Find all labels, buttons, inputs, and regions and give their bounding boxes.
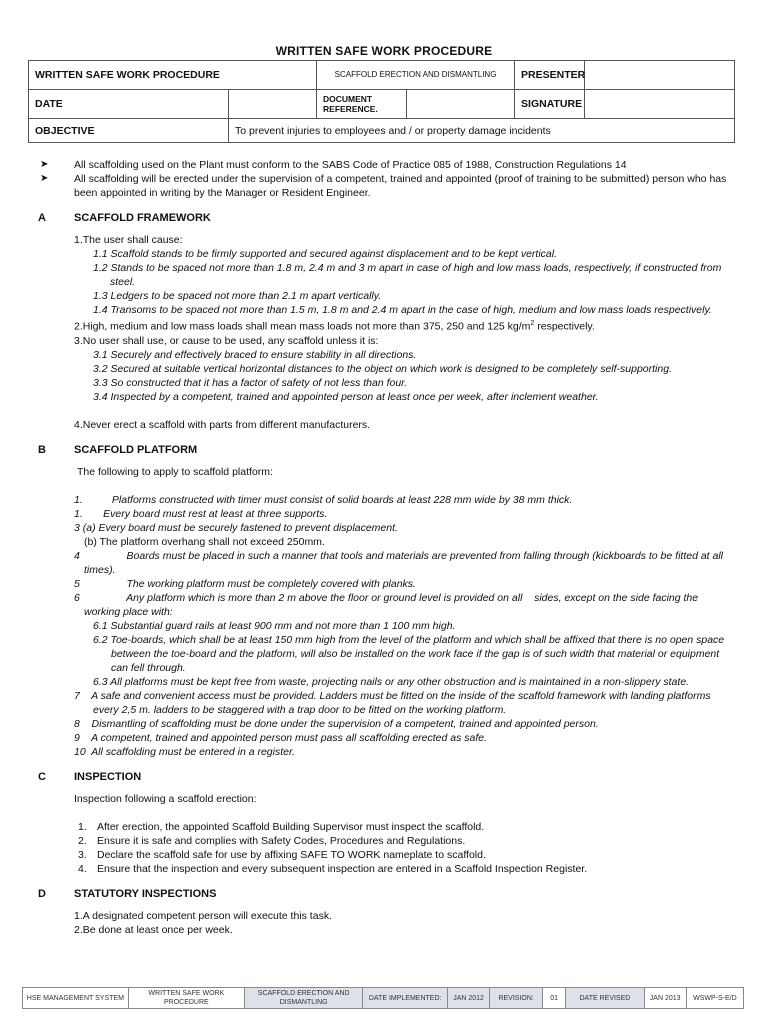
footer-date-revised: JAN 2013: [644, 988, 686, 1009]
objective-label: OBJECTIVE: [29, 119, 229, 143]
section-d-line: 2.Be done at least once per week.: [74, 923, 233, 936]
footer-date-revised-label: DATE REVISED: [566, 988, 644, 1009]
section-b-line: 9 A competent, trained and appointed person must pass all scaffolding erected as safe.: [74, 731, 488, 744]
section-b-line: (b) The platform overhang shall not exceed 250mm.: [84, 535, 325, 548]
footer-date-implemented-label: DATE IMPLEMENTED:: [363, 988, 448, 1009]
presenter-value[interactable]: [585, 61, 735, 90]
section-a-line: 3.No user shall use, or cause to be used, any scaffold unless it is:: [74, 334, 379, 347]
section-b-line: 1. Platforms constructed with timer must consist of solid boards at least 228 mm wide by 38 mm thick.: [74, 493, 573, 506]
section-a-line: 2.High, medium and low mass loads shall mean mass loads not more than 375, 250 and 125 $kg/m^2$ respectively.: [74, 320, 595, 333]
signature-value[interactable]: [585, 90, 735, 119]
section-a-line: 1.4 Transoms to be spaced not more than 1.5 m, 1.8 m and 2.4 m apart in the case of high, medium and low mass loads respectively.: [93, 304, 712, 316]
section-a-line: 4.Never erect a scaffold with parts from different manufacturers.: [74, 418, 371, 431]
date-value[interactable]: [229, 90, 317, 119]
section-a-line: 3.4 Inspected by a competent, trained and appointed person at least once per week, after inclement weather.: [93, 390, 599, 403]
doc-ref-value[interactable]: [407, 90, 515, 119]
section-b-line: 10 All scaffolding must be entered in a register.: [74, 745, 296, 758]
footer-doc-name: SCAFFOLD ERECTION AND DISMANTLING: [244, 988, 362, 1009]
section-a-line: 1.3 Ledgers to be spaced not more than 2.1 m apart vertically.: [93, 290, 382, 302]
footer-date-implemented: JAN 2012: [447, 988, 489, 1009]
section-b-line: 6.3 All platforms must be kept free from waste, projecting nails or any other obstruction and is maintained in a non-slippery state.: [93, 675, 690, 688]
section-a-line: 1.The user shall cause:: [74, 234, 183, 246]
section-d-line: 1.A designated competent person will execute this task.: [74, 909, 332, 922]
section-b-line: 8 Dismantling of scaffolding must be done under the supervision of a competent, trained and appointed person.: [74, 717, 599, 730]
section-a-line: 1.1 Scaffold stands to be firmly supported and secured against displacement and to be kept vertical.: [93, 248, 558, 260]
section-b-line: 6.2 Toe-boards, which shall be at least 150 mm high from the level of the platform and which shall be affixed that there is no open space: [93, 633, 725, 646]
arrow-bullet-icon: ➤: [40, 173, 49, 184]
section-c-intro: Inspection following a scaffold erection:: [74, 792, 257, 805]
section-d-heading: D STATUTORY INSPECTIONS: [38, 887, 217, 900]
section-a-line: 3.2 Secured at suitable vertical horizontal distances to the object on which work is designed to be completely self-supporting.: [93, 362, 672, 375]
section-b-line: every 2,5 m. ladders to be staggered with a trap door to be fitted on the working platform.: [93, 703, 507, 716]
footer-doc-code: WSWP-S-E/D: [686, 988, 743, 1009]
section-a-line: 3.1 Securely and effectively braced to ensure stability in all directions.: [93, 348, 417, 361]
section-a-heading: A SCAFFOLD FRAMEWORK: [38, 212, 211, 224]
footer-system: HSE MANAGEMENT SYSTEM: [23, 988, 129, 1009]
section-a-line: 1.2 Stands to be spaced not more than 1.8 m, 2.4 m and 3 m apart in case of high and low mass loads, respectively, if constructed from: [93, 262, 722, 274]
date-label: DATE: [29, 90, 229, 119]
doc-ref-label: DOCUMENT REFERENCE.: [317, 90, 407, 119]
page-title: WRITTEN SAFE WORK PROCEDURE: [275, 44, 493, 58]
intro-bullet-2: ➤ All scaffolding will be erected under the supervision of a competent, trained and appointed (proof of training to be submitted) person who has been appointed in writing by the Manager or Resident Engineer.: [40, 173, 727, 199]
list-item: 2. Ensure it is safe and complies with Safety Codes, Procedures and Regulations.: [78, 834, 466, 847]
presenter-label: PRESENTER: [515, 61, 585, 90]
procedure-name: SCAFFOLD ERECTION AND DISMANTLING: [317, 61, 515, 90]
section-b-line: 6 Any platform which is more than 2 m above the floor or ground level is provided on all sides, except on the side facing the: [74, 591, 699, 604]
list-item: 3. Declare the scaffold safe for use by affixing SAFE TO WORK nameplate to scaffold.: [78, 848, 486, 861]
header-table: [28, 60, 735, 143]
section-b-intro: The following to apply to scaffold platform:: [77, 465, 273, 478]
footer-table: [22, 987, 744, 1009]
intro-bullet-1: ➤ All scaffolding used on the Plant must conform to the SABS Code of Practice 085 of 1988, Construction Regulations 14: [40, 159, 627, 171]
section-b-line: working place with:: [84, 605, 173, 618]
procedure-label: WRITTEN SAFE WORK PROCEDURE: [29, 61, 317, 90]
section-b-line: 4 Boards must be placed in such a manner that tools and materials are prevented from falling through (kickboards to be fitted at all: [74, 549, 724, 562]
signature-label: SIGNATURE: [515, 90, 585, 119]
section-b-line: between the toe-board and the platform, will also be installed on the work face if the gap is of such width that material or equipment: [111, 647, 720, 660]
section-a-line: steel.: [110, 276, 136, 288]
footer-doc-type: WRITTEN SAFE WORK PROCEDURE: [128, 988, 244, 1009]
section-b-line: 7 A safe and convenient access must be provided. Ladders must be fitted on the inside of the scaffold framework with landing platforms: [74, 689, 711, 702]
arrow-bullet-icon: ➤: [40, 159, 49, 170]
list-item: 1. After erection, the appointed Scaffold Building Supervisor must inspect the scaffold.: [78, 820, 485, 833]
list-item: 4. Ensure that the inspection and every subsequent inspection are entered in a Scaffold Inspection Register.: [78, 862, 588, 875]
section-b-line: 6.1 Substantial guard rails at least 900 mm and not more than 1 100 mm high.: [93, 619, 456, 632]
section-b-line: 3 (a) Every board must be securely fastened to prevent displacement.: [74, 521, 398, 534]
document-body: [0, 158, 768, 937]
section-b-line: times).: [84, 563, 116, 576]
section-b-line: 1. Every board must rest at least at three supports.: [74, 507, 328, 520]
section-a-line: 3.3 So constructed that it has a factor of safety of not less than four.: [93, 376, 408, 389]
section-b-heading: B SCAFFOLD PLATFORM: [38, 443, 198, 456]
section-c-heading: C INSPECTION: [38, 770, 142, 783]
footer-revision: 01: [543, 988, 566, 1009]
section-b-line: 5 The working platform must be completely covered with planks.: [74, 577, 416, 590]
section-b-line: can fell through.: [111, 661, 186, 674]
objective-value: To prevent injuries to employees and / or property damage incidents: [229, 119, 735, 143]
footer-revision-label: REVISION:: [490, 988, 543, 1009]
